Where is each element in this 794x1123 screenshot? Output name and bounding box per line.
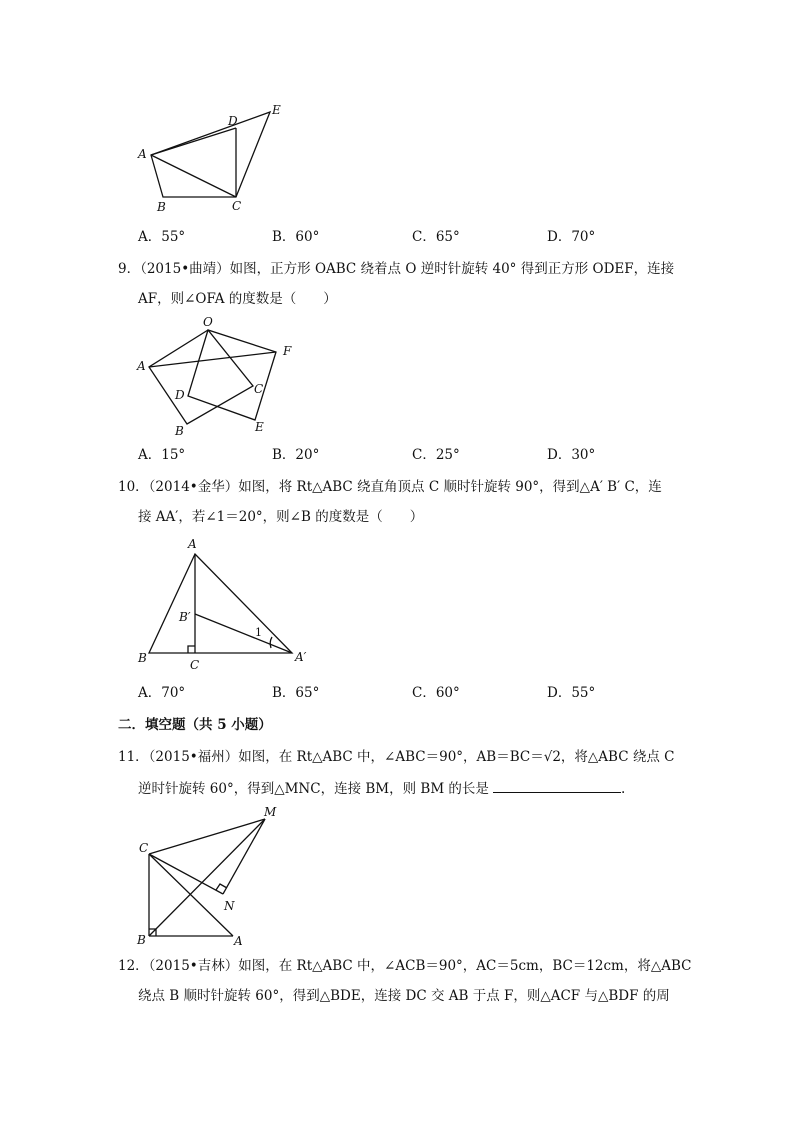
q10-figure [130, 535, 320, 675]
q10-line-bp-ap [195, 614, 292, 653]
q10-option-b[interactable]: B．65° [272, 685, 320, 701]
q10-stem-line1: 10．（2014•金华）如图，将 Rt△ABC 绕直角顶点 C 顺时针旋转 90°，得到△A′ B′ C，连 [118, 479, 662, 495]
q11-stem-line2-text: 逆时针旋转 60°，得到△MNC，连接 BM，则 BM 的长是 [138, 781, 489, 797]
q11-figure [130, 800, 290, 950]
q9-label-o: O [203, 315, 213, 329]
q10-option-c[interactable]: C．60° [412, 685, 460, 701]
q11-stem-line1: 11．（2015•福州）如图，在 Rt△ABC 中，∠ABC＝90°，AB＝BC＝√2，将△ABC 绕点 C [118, 749, 675, 765]
q11-label-n: N [224, 899, 235, 913]
q9-stem-line2: AF，则∠OFA 的度数是（ ） [138, 291, 337, 307]
q11-stem-line2 [138, 778, 625, 799]
q8-line-ad [151, 128, 236, 155]
q10-right-angle-mark [188, 646, 195, 653]
q10-label-c: C [190, 658, 200, 672]
q9-square-oabc [149, 330, 253, 424]
q11-answer-blank[interactable] [493, 778, 621, 793]
q11-line-cn [149, 854, 223, 894]
q10-triangle-abc-ext [149, 554, 292, 653]
q8-label-b: B [157, 200, 166, 214]
q11-label-m: M [264, 805, 277, 819]
q8-option-d[interactable]: D．70° [547, 229, 596, 245]
q8-option-a[interactable]: A．55° [138, 229, 186, 245]
q10-option-d[interactable]: D．55° [547, 685, 596, 701]
q8-label-d: D [228, 114, 238, 128]
q10-label-a: A [188, 537, 197, 551]
q8-option-b[interactable]: B．60° [272, 229, 320, 245]
q9-option-a[interactable]: A．15° [138, 447, 186, 463]
q9-stem-line1: 9．（2015•曲靖）如图，正方形 OABC 绕着点 O 逆时针旋转 40° 得到正方形 ODEF，连接 [118, 261, 675, 277]
q9-label-b: B [175, 424, 184, 438]
q10-label-bp: B′ [179, 610, 191, 624]
q12-stem-line1: 12．（2015•吉林）如图，在 Rt△ABC 中，∠ACB＝90°，AC＝5cm，BC＝12cm，将△ABC [118, 958, 692, 974]
q11-label-b: B [137, 933, 146, 947]
q9-line-af [149, 352, 276, 367]
q9-square-odef [188, 330, 276, 420]
q9-label-d: D [175, 388, 185, 402]
q11-label-c: C [139, 841, 149, 855]
q10-label-ap: A′ [295, 650, 307, 664]
q10-option-a[interactable]: A．70° [138, 685, 186, 701]
q8-option-c[interactable]: C．65° [412, 229, 460, 245]
q8-figure [130, 100, 290, 215]
q10-angle-1-arc [270, 637, 272, 648]
q10-label-b: B [138, 651, 147, 665]
q9-option-c[interactable]: C．25° [412, 447, 460, 463]
q11-stem-line2-end: . [620, 781, 626, 797]
q9-label-c: C [254, 382, 264, 396]
q9-figure [130, 312, 300, 442]
q8-label-e: E [272, 103, 281, 117]
q9-label-a: A [137, 359, 146, 373]
q8-label-c: C [232, 199, 242, 213]
q11-label-a: A [234, 934, 243, 948]
q9-option-b[interactable]: B．20° [272, 447, 320, 463]
q9-option-d[interactable]: D．30° [547, 447, 596, 463]
q8-label-a: A [138, 147, 147, 161]
q10-label-angle-1: 1 [255, 626, 262, 639]
q9-label-f: F [283, 344, 292, 358]
q9-label-e: E [255, 420, 264, 434]
q10-stem-line2: 接 AA′，若∠1＝20°，则∠B 的度数是（ ） [138, 509, 424, 525]
q8-line-ac [151, 155, 236, 197]
section-heading-fill-in: 二．填空题（共 5 小题） [118, 717, 272, 733]
q12-stem-line2: 绕点 B 顺时针旋转 60°，得到△BDE，连接 DC 交 AB 于点 F，则△ACF 与△BDF 的周 [138, 988, 670, 1004]
